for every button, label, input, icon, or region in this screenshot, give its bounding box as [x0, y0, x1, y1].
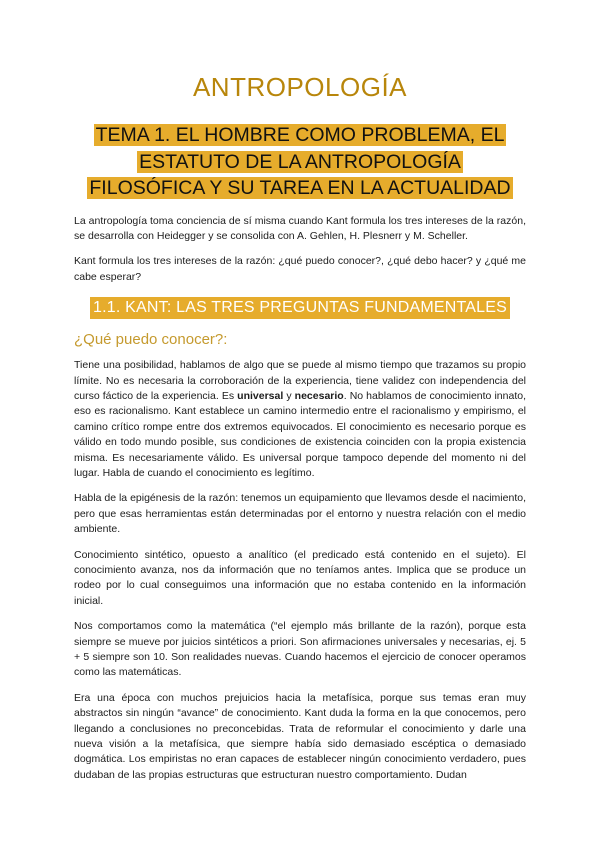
body-paragraph-4: Nos comportamos como la matemática (“el ejemplo más brillante de la razón), porque esta siempre se mueve por juicios sintéticos a priori. Son afirmaciones universales y necesarias, ej. 5 + 5 siempre son 10. Son realidades nuevas. Cuando hacemos el ejercicio de conocer operamos como las matemáticas. [74, 620, 526, 679]
para1-text-b: . No hablamos de conocimiento innato, eso es racionalismo. Kant establece un camino intermedio entre el racionalismo y empirismo, el camino crítico rompe entre dos extremos equivocados. El conocimiento es necesario porque es válido en todo mundo posible, sus condiciones de existencia coinciden con la propia existencia misma. Es necesariamente válido. Es universal porque tampoco depende del momento ni del lugar. Habla de cuando el conocimiento es legítimo. [74, 389, 526, 479]
tema-heading [86, 122, 514, 202]
subsection-heading: ¿Qué puedo conocer?: [74, 331, 228, 349]
document-title: ANTROPOLOGÍA [192, 72, 408, 102]
para1-text-mid: y [283, 389, 295, 402]
body-paragraph-2: Habla de la epigénesis de la razón: tenemos un equipamiento que llevamos desde el nacimiento, pero que esas herramientas están determinadas por el entorno y nuestra relación con el medio ambiente. [74, 492, 526, 536]
body-paragraph-3: Conocimiento sintético, opuesto a analítico (el predicado está contenido en el sujeto). El conocimiento avanza, nos da información que no teníamos antes. Implica que se produce un rodeo por lo cual conseguimos una información que no estaba contenido en la información inicial. [74, 548, 526, 607]
para1-bold-universal: universal [237, 389, 284, 402]
intro-paragraph-2: Kant formula los tres intereses de la razón: ¿qué puedo conocer?, ¿qué debo hacer? y ¿qué me cabe esperar? [74, 255, 526, 283]
body-paragraph-1 [74, 358, 526, 481]
para1-bold-necesario: necesario [294, 389, 344, 402]
section-heading-wrap [74, 297, 526, 319]
tema-heading-text: TEMA 1. EL HOMBRE COMO PROBLEMA, EL ESTATUTO DE LA ANTROPOLOGÍA FILOSÓFICA Y SU TAREA EN LA ACTUALIDAD [89, 124, 511, 199]
para1-text-a: Tiene una posibilidad, hablamos de algo que se puede al mismo tiempo que trazamos su propio límite. No es necesaria la corroboración de la experiencia, tiene validez con independencia del curso fáctico de la experiencia. Es [74, 359, 526, 402]
intro-paragraph-1: La antropología toma conciencia de sí misma cuando Kant formula los tres intereses de la razón, se desarrolla con Heidegger y se consolida con A. Gehlen, H. Plesnerr y M. Scheller. [74, 214, 526, 242]
body-paragraph-5: Era una época con muchos prejuicios hacia la metafísica, porque sus temas eran muy abstractos sin ningún “avance” de conocimiento. Kant duda la forma en la que conocemos, pero llegando a conclusiones no preconcebidas. Trata de reformular el conocimiento y darle una nueva visión a la metafísica, que siempre había sido demasiado escéptica o demasiado dogmática. Los empiristas no eran capaces de establecer ningún conocimiento verdadero, pues dudaban de las propias estructuras que estructuran nuestro comportamiento. Dudan [74, 691, 526, 781]
section-heading: 1.1. KANT: LAS TRES PREGUNTAS FUNDAMENTALES [90, 297, 510, 319]
